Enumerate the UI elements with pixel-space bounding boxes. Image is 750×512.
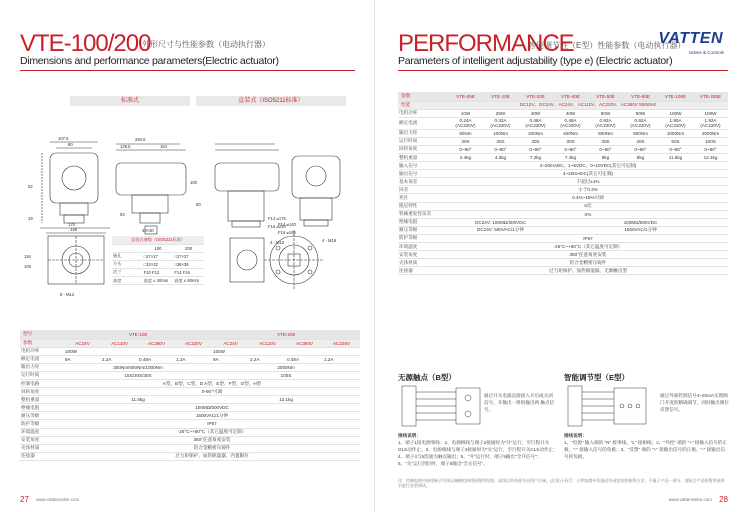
table-cell: 9A (64, 355, 101, 363)
row-label: 耐压等级 (20, 412, 64, 420)
table-row (20, 396, 360, 404)
table-cell: 12.1kg (693, 153, 728, 161)
table-row (398, 186, 728, 194)
dim-label: 80 (68, 142, 73, 147)
row-label: 环境温度 (398, 243, 448, 251)
footer-url: www.vattenvalve.com (668, 497, 712, 502)
dim-label: 4 - M16 (322, 238, 337, 243)
table-cell: 100W (212, 347, 249, 355)
table-cell: 1.2A (323, 355, 360, 363)
table-cell: 11.5kg (658, 153, 693, 161)
dim-label: 52 (28, 184, 33, 189)
spec-table-right (398, 92, 728, 275)
table-row (398, 162, 728, 170)
table-row (398, 194, 728, 202)
header-param: 参数 (20, 339, 64, 347)
voltage-cell: AC110V (249, 339, 286, 347)
row-label: 连接器 (398, 267, 448, 275)
table-cell: IP67 (64, 420, 360, 428)
table-cell: 300Nm/600Nm/1000Nm (64, 363, 212, 371)
table-cell: 0.24A (AC220V) (448, 117, 483, 129)
row-label: 绝缘电阻 (398, 218, 448, 226)
dim-label: 100 (24, 264, 31, 269)
table-cell: 100S (693, 137, 728, 145)
table-row (398, 259, 728, 267)
tag-direct-mount: 直装式（ISO5211标准） (196, 96, 346, 106)
bottom-plan-left (40, 228, 110, 284)
dim-label: 154 (160, 144, 167, 149)
table-cell: 2.2A (101, 355, 138, 363)
dim-label: 129.5 (120, 144, 131, 149)
table-cell: 0~90° (658, 145, 693, 153)
page-subtitle: Dimensions and performance parameters(Electric actuator) (20, 55, 279, 67)
mini-cell: 高度 ≤ 40mm (143, 276, 174, 284)
direct-mount-front-drawing (292, 156, 340, 226)
table-cell: -25°C~+60°C（其它温度可定制） (64, 428, 360, 436)
model-cell: VTE-05E (448, 92, 483, 101)
table-cell: 铝合金精密压铸件 (448, 259, 728, 267)
table-row (398, 226, 728, 234)
table-cell: 11.5kg (64, 396, 212, 404)
front-view-drawing (42, 142, 98, 223)
page-number: 28 (719, 495, 728, 504)
table-cell (286, 347, 323, 355)
table-cell: 30S (448, 137, 483, 145)
table-row (398, 202, 728, 210)
table-cell: 2000Nm (212, 363, 360, 371)
row-label: 死区 (398, 194, 448, 202)
table-row (20, 444, 360, 452)
table-row (20, 347, 360, 355)
table-cell: 1500VAC/1分钟 (64, 412, 360, 420)
header-model: 型号 (20, 330, 64, 339)
row-label: 运行时间 (20, 371, 64, 379)
table-cell: 0~90° (588, 145, 623, 153)
spec-table-left (20, 330, 360, 461)
row-label: 壳体材质 (398, 259, 448, 267)
table-cell: 8kg (588, 153, 623, 161)
table-row (20, 452, 360, 460)
table-cell: 0.48A (138, 355, 175, 363)
row-label: 输出力矩 (20, 363, 64, 371)
table-cell: -25°C~+60°C（其它温度可定制） (448, 243, 728, 251)
model-cell: VTE-50E (588, 92, 623, 101)
table-cell: 90W (588, 109, 623, 117)
dim-label: 116 (24, 254, 31, 259)
page-number: 27 (20, 495, 29, 504)
table-row (20, 428, 360, 436)
direct-mount-table (112, 236, 204, 285)
table-cell: 2.4kg (448, 153, 483, 161)
table-cell (323, 347, 360, 355)
table-cell: 50S (658, 137, 693, 145)
table-cell: 过力矩保护、加热除湿器、无源触点型 (448, 267, 728, 275)
table-cell: 10W (448, 109, 483, 117)
table-cell (175, 347, 212, 355)
mini-cell: 高度 (112, 276, 143, 284)
table-cell: 1000Nm (658, 129, 693, 137)
table-cell: 0~90° (448, 145, 483, 153)
table-cell: 0.32A (AC220V) (483, 117, 518, 129)
model-cell: VTE-200E (693, 92, 728, 101)
table-cell: 0.92A (AC220V) (623, 117, 658, 129)
table-row (398, 243, 728, 251)
row-label: 输入信号 (398, 162, 448, 170)
model-cell: VTE-40E (553, 92, 588, 101)
table-cell: 2.2A (249, 355, 286, 363)
row-label: 输出信号 (398, 170, 448, 178)
page-title-cn: 外形尺寸与性能参数（电动执行器） (142, 40, 270, 49)
wiring-e-note: 通过外部控制信号4~20mA实现阀门开度的精确调节，同时输出阀位反馈信号。 (660, 393, 729, 412)
table-cell: 0.48A (AC220V) (518, 117, 553, 129)
header-perf: 性能 (398, 101, 448, 109)
table-cell: 600Nm (623, 129, 658, 137)
table-cell (101, 347, 138, 355)
row-label: 耐压等级 (398, 226, 448, 234)
table-cell: 1.90A (AC220V) (658, 117, 693, 129)
footer-url: www.vattenvalve.com (36, 497, 80, 502)
table-cell: 100MΩ/500VDC (553, 218, 728, 226)
row-label: 安装角度 (20, 436, 64, 444)
model-cell: VTE-20E (518, 92, 553, 101)
row-label: 整机重量 (398, 153, 448, 161)
table-cell: 30S (518, 137, 553, 145)
model-cell: VTE-60E (623, 92, 658, 101)
wiring-e-title: 智能调节型（E型） (564, 373, 630, 382)
table-cell: 4~20mADC(其它可定制) (448, 170, 728, 178)
dim-label: 93 (120, 212, 125, 217)
model-cell: VTE-100E (658, 92, 693, 101)
table-row (398, 117, 728, 129)
dim-label: 283.5 (135, 137, 146, 142)
row-label: 环境温度 (20, 428, 64, 436)
dim-label: 148 (70, 227, 77, 232)
row-label: 阻尼特性 (398, 202, 448, 210)
table-cell: 25W (483, 109, 518, 117)
brand-logo-subtitle: Valves & Controls (688, 50, 724, 55)
table-cell: 不超过±1% (448, 178, 728, 186)
mini-cell: □27×27 (173, 252, 204, 260)
mini-table-title: 直装式参数（ISO5211标准） (112, 236, 204, 244)
table-cell: IP67 (448, 234, 728, 242)
dim-label: 170 (68, 222, 75, 227)
side-view-drawing (116, 144, 186, 234)
table-cell: 30S (588, 137, 623, 145)
table-cell: 0-90°可调 (64, 388, 360, 396)
table-row (398, 109, 728, 117)
dim-label: 4 - M10 (270, 240, 285, 245)
table-cell: 小于0.3% (448, 186, 728, 194)
table-row (20, 371, 360, 379)
dim-label: 19 (28, 216, 33, 221)
table-cell: 0~90° (623, 145, 658, 153)
table-row (20, 420, 360, 428)
voltage-cell: AC110V (101, 339, 138, 347)
table-row (398, 178, 728, 186)
table-cell: 12.1kg (212, 396, 360, 404)
row-label: 输出力矩 (398, 129, 448, 137)
mini-col: 200 (173, 244, 204, 252)
dim-label: 30×30 (142, 228, 154, 233)
table-cell: 4~20mADC、1~5VDC、0~10VDC(其它可定制) (448, 162, 728, 170)
bottom-plan-right (264, 230, 324, 290)
dim-label: 8 - M12 (60, 292, 75, 297)
table-row (398, 153, 728, 161)
row-label: 电机功率 (20, 347, 64, 355)
mini-col: 100 (143, 244, 174, 252)
table-cell: 400Nm (553, 129, 588, 137)
table-row (398, 145, 728, 153)
table-cell: 0~90° (693, 145, 728, 153)
table-row (398, 267, 728, 275)
row-label: 运行时间 (398, 137, 448, 145)
table-cell: 200Nm (518, 129, 553, 137)
row-label: 连接器 (20, 452, 64, 460)
table-cell: 100W (64, 347, 101, 355)
table-cell: 90W (623, 109, 658, 117)
dim-label: 107.5 (58, 136, 69, 141)
mini-cell: □36×36 (173, 260, 204, 268)
row-label: 控制电路 (20, 379, 64, 387)
dim-label: 60 (196, 202, 201, 207)
voltage-cell: AC24V (212, 339, 249, 347)
row-label: 额定电流 (20, 355, 64, 363)
mini-cell: 轴孔 (112, 252, 143, 260)
table-cell: 1.92A (AC220V) (693, 117, 728, 129)
table-row (20, 388, 360, 396)
wiring-e-description: 接线说明： 1、"电源" 输入端的 "N" 接零线、"L" 接相线；2、"外控" 端的 "+" 接输入信号的正极、"-" 接输入信号的负极；3、"反馈" 端的 "+" 接输出信号的正极、"-" 接输出信号的负极。 (564, 433, 727, 459)
table-cell: 4.2kg (483, 153, 518, 161)
header-param: 参数 (398, 92, 448, 101)
mini-cell: F10 F12 (143, 268, 174, 276)
model-vte-200: VTE-200 (212, 330, 360, 339)
table-cell: 40W (553, 109, 588, 117)
table-cell: 50Nm (448, 129, 483, 137)
table-row (398, 218, 728, 226)
table-cell: 铝合金精密压铸件 (64, 444, 360, 452)
table-row (398, 170, 728, 178)
page-title: VTE-100/200 (20, 30, 151, 57)
table-cell: 1.2A (175, 355, 212, 363)
table-row (398, 137, 728, 145)
row-label: 回转角度 (20, 388, 64, 396)
table-cell: 100S (212, 371, 360, 379)
table-cell: 1500VAC/1分钟 (553, 226, 728, 234)
wiring-b-note: 通过开关电器直接接入开启或关闭信号，开输出一组组输出两 触点信号。 (484, 393, 555, 412)
table-cell: A型、B型、C型、D A型、E型、F型、G型、H型 (64, 379, 360, 387)
table-cell: 360°任意角度安装 (64, 436, 360, 444)
table-cell: 0.92A (AC220V) (588, 117, 623, 129)
wiring-b-description: 接线说明： 1、端子1接电源零线；2、电源相线与端子2接通时为"开"运行，至行程开关OLS动作止；3、电源相线与端子3接通时为"关"运行，至行程开关CLS动作止；4、端子4与5选通为触点输出；5、"开"运行时，端子5输出"全开信号"；6、"关"运行到位时，端子6输出"全关信号"。 (398, 433, 558, 466)
table-row (398, 234, 728, 242)
table-cell: 2000Nm (693, 129, 728, 137)
model-vte-100: VTE-100 (64, 330, 212, 339)
table-cell: 0.48A (AC220V) (553, 117, 588, 129)
title-underline (398, 70, 728, 71)
voltage-cell: AC220V (323, 339, 360, 347)
row-label: 电机功率 (398, 109, 448, 117)
title-underline (20, 70, 355, 71)
table-cell: 100W (693, 109, 728, 117)
table-cell: 0~90° (553, 145, 588, 153)
row-label: 壳体材质 (20, 444, 64, 452)
row-label: 安装角度 (398, 251, 448, 259)
row-label: 防护等级 (20, 420, 64, 428)
table-row (398, 251, 728, 259)
table-cell: 30S (553, 137, 588, 145)
row-label: 防护等级 (398, 234, 448, 242)
table-cell: 0~90° (518, 145, 553, 153)
table-row (20, 404, 360, 412)
row-label: 回差 (398, 186, 448, 194)
table-cell: 7.2kg (518, 153, 553, 161)
table-cell: 8kg (623, 153, 658, 161)
row-label: 基本误差 (398, 178, 448, 186)
voltage-cell: AC24V (64, 339, 101, 347)
footer-note: 注：控制电路中接线端子均按远端模拟接线原理所绘图，虚线以外的部分由用户自备。(注意)下标号：示例电路中仅描述外部安装和接线方法，不属于产品一部分，请配合产品所附带说明书进行安装调试。 (398, 478, 725, 488)
voltage-cell: AC380V (286, 339, 323, 347)
mini-cell: □27×27 (143, 252, 174, 260)
bottom-plan-mid (230, 238, 264, 282)
wiring-e-diagram (564, 384, 654, 430)
table-row (398, 129, 728, 137)
table-cell: 15S/30S/30S (64, 371, 212, 379)
table-row (20, 355, 360, 363)
model-cell: VTE-10E (483, 92, 518, 101)
dim-label: F14 ⌀140 (278, 222, 296, 227)
tag-standard: 标准式 (70, 96, 190, 106)
wiring-b-title: 无源触点（B型） (398, 373, 456, 382)
mini-cell: 法兰 (112, 268, 143, 276)
table-cell: 100W (658, 109, 693, 117)
direct-mount-side-drawing (215, 144, 279, 227)
row-label: 绝缘电阻 (20, 404, 64, 412)
table-row (398, 210, 728, 218)
table-cell (138, 347, 175, 355)
table-cell: 40W (518, 109, 553, 117)
table-cell: 0.48A (286, 355, 323, 363)
table-cell: 0次 (448, 202, 728, 210)
table-row (20, 379, 360, 387)
voltage-cell: AC220V (175, 339, 212, 347)
table-cell: DC24V: 100MΩ/300VDC (448, 218, 553, 226)
mini-cell: 高度 ≤ 60mm (173, 276, 204, 284)
table-cell: 100Nm (483, 129, 518, 137)
voltage-cell: AC380V (138, 339, 175, 347)
table-cell: 0~90° (483, 145, 518, 153)
table-cell: 0% (448, 210, 728, 218)
dim-label: F16 ⌀210 (268, 224, 286, 229)
mini-col (112, 244, 143, 252)
row-label: 整机重量 (20, 396, 64, 404)
page-title-cn: 智能调节性（E型）性能参数（电动执行器） (528, 41, 686, 50)
table-cell: 7.2kg (553, 153, 588, 161)
mini-cell: □32×32 (143, 260, 174, 268)
row-label: 额定电流 (398, 117, 448, 129)
dim-label: F16 ⌀165 (278, 230, 296, 235)
table-cell: 过力矩保护、加热除湿器、内置限位 (64, 452, 360, 460)
table-cell: 360°任意角度安装 (448, 251, 728, 259)
dim-label: F14 ⌀175 (268, 216, 286, 221)
table-row (20, 436, 360, 444)
mini-cell: 方头 (112, 260, 143, 268)
brand-logo: VATTEN (658, 30, 723, 47)
table-cell: 500Nm (588, 129, 623, 137)
table-cell: 100MΩ/500VDC (64, 404, 360, 412)
table-row (20, 363, 360, 371)
table-cell: 30S (623, 137, 658, 145)
row-label: 回转角度 (398, 145, 448, 153)
page-title: PERFORMANCE (398, 30, 574, 57)
right-page (376, 0, 750, 512)
table-row (20, 412, 360, 420)
table-cell: DC24V: 500VAC/1分钟 (448, 226, 553, 234)
row-label: 机械重复性误差 (398, 210, 448, 218)
voltage-line: DC12V、DC24V、AC24V、AC110V、AC220V、AC380V 50/60Hz (448, 101, 728, 109)
table-cell: 0.4%~15%可调 (448, 194, 728, 202)
page-subtitle: Parameters of intelligent adjustability (type e) (Electric actuator) (398, 55, 673, 67)
table-cell: 30S (483, 137, 518, 145)
dim-label: 100 (190, 180, 197, 185)
table-cell: 9A (212, 355, 249, 363)
mini-cell: F14 F16 (173, 268, 204, 276)
table-cell (249, 347, 286, 355)
